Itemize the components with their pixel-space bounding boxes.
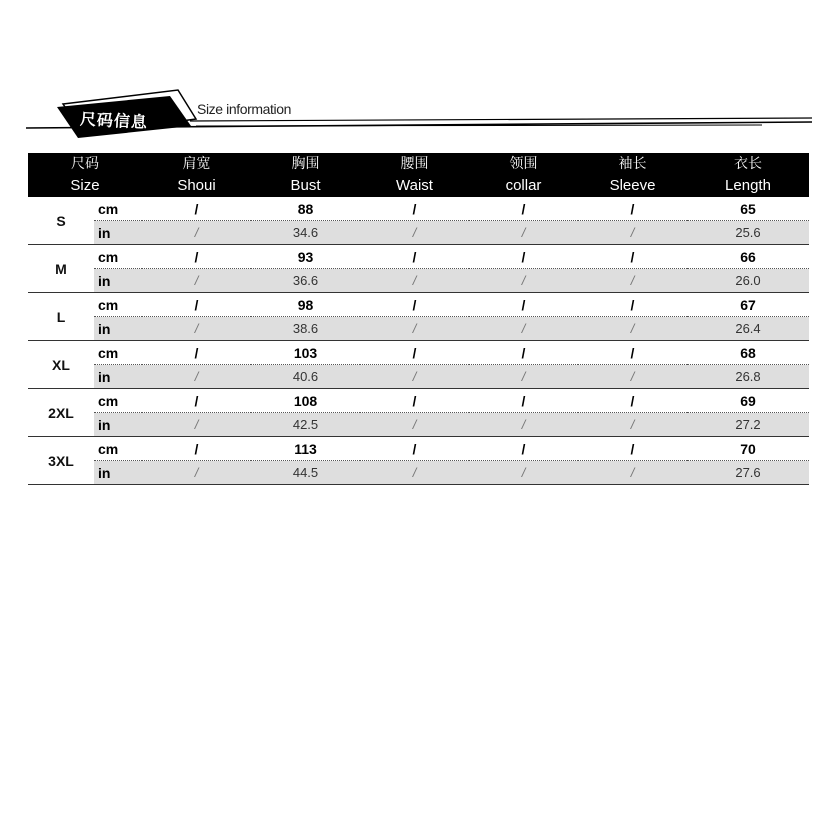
shoulder-in-value: /	[142, 413, 251, 437]
length-cm-value: 67	[687, 293, 809, 317]
header-collar-en: collar	[505, 177, 542, 194]
shoulder-cm-value: /	[142, 293, 251, 317]
waist-in-value: /	[360, 413, 469, 437]
size-label: L	[28, 293, 94, 341]
bust-in-value: 42.5	[251, 413, 360, 437]
sleeve-cm-value: /	[578, 293, 687, 317]
bust-in-value: 44.5	[251, 461, 360, 485]
waist-in-value: /	[360, 461, 469, 485]
unit-label: in	[94, 413, 142, 437]
unit-label: cm	[94, 293, 142, 317]
header-size-cn: 尺码	[71, 156, 99, 172]
waist-cm-value: /	[360, 341, 469, 365]
waist-cm-value: /	[360, 197, 469, 221]
header-shoulder-en: Shoui	[177, 177, 216, 194]
table-row-in	[28, 317, 809, 341]
table-row-cm	[28, 389, 809, 413]
length-cm-value: 66	[687, 245, 809, 269]
size-table-body	[28, 197, 809, 485]
size-label: 3XL	[28, 437, 94, 485]
bust-cm-value: 103	[251, 341, 360, 365]
collar-in-value: /	[469, 461, 578, 485]
bust-in-value: 38.6	[251, 317, 360, 341]
header-shoulder-cn: 肩宽	[182, 156, 211, 172]
bust-cm-value: 88	[251, 197, 360, 221]
unit-label: cm	[94, 197, 142, 221]
header-collar	[469, 153, 578, 197]
header-waist-en: Waist	[396, 177, 433, 194]
collar-cm-value: /	[469, 197, 578, 221]
size-label: 2XL	[28, 389, 94, 437]
size-info-banner	[0, 0, 833, 145]
bust-in-value: 34.6	[251, 221, 360, 245]
length-in-value: 26.0	[687, 269, 809, 293]
bust-cm-value: 98	[251, 293, 360, 317]
sleeve-cm-value: /	[578, 341, 687, 365]
waist-cm-value: /	[360, 293, 469, 317]
header-waist	[360, 153, 469, 197]
length-cm-value: 68	[687, 341, 809, 365]
sleeve-in-value: /	[578, 269, 687, 293]
length-in-value: 27.6	[687, 461, 809, 485]
table-row-in	[28, 221, 809, 245]
unit-label: in	[94, 461, 142, 485]
unit-label: in	[94, 269, 142, 293]
waist-in-value: /	[360, 365, 469, 389]
length-cm-value: 70	[687, 437, 809, 461]
collar-cm-value: /	[469, 293, 578, 317]
banner-title-en: Size information	[197, 101, 291, 117]
unit-label: in	[94, 317, 142, 341]
header-length	[687, 153, 809, 197]
unit-label: cm	[94, 437, 142, 461]
shoulder-in-value: /	[142, 365, 251, 389]
table-row-cm	[28, 437, 809, 461]
collar-cm-value: /	[469, 437, 578, 461]
table-row-cm	[28, 293, 809, 317]
waist-cm-value: /	[360, 389, 469, 413]
header-length-cn: 衣长	[734, 156, 762, 172]
collar-cm-value: /	[469, 341, 578, 365]
table-row-cm	[28, 341, 809, 365]
header-bust	[251, 153, 360, 197]
bust-cm-value: 93	[251, 245, 360, 269]
table-header-row	[28, 153, 809, 197]
waist-in-value: /	[360, 317, 469, 341]
shoulder-cm-value: /	[142, 389, 251, 413]
header-sleeve	[578, 153, 687, 197]
shoulder-in-value: /	[142, 269, 251, 293]
collar-cm-value: /	[469, 389, 578, 413]
length-in-value: 25.6	[687, 221, 809, 245]
header-collar-cn: 领围	[509, 156, 538, 172]
waist-cm-value: /	[360, 245, 469, 269]
header-waist-cn: 腰围	[400, 156, 429, 172]
sleeve-in-value: /	[578, 413, 687, 437]
header-bust-cn: 胸围	[291, 156, 320, 172]
bust-in-value: 36.6	[251, 269, 360, 293]
sleeve-cm-value: /	[578, 389, 687, 413]
sleeve-cm-value: /	[578, 245, 687, 269]
banner-title-cn: 尺码信息	[79, 109, 149, 132]
table-row-cm	[28, 197, 809, 221]
table-row-in	[28, 269, 809, 293]
length-in-value: 26.8	[687, 365, 809, 389]
size-label: M	[28, 245, 94, 293]
sleeve-cm-value: /	[578, 437, 687, 461]
shoulder-in-value: /	[142, 461, 251, 485]
length-in-value: 26.4	[687, 317, 809, 341]
collar-in-value: /	[469, 317, 578, 341]
collar-cm-value: /	[469, 245, 578, 269]
unit-label: in	[94, 365, 142, 389]
unit-label: cm	[94, 389, 142, 413]
sleeve-in-value: /	[578, 365, 687, 389]
shoulder-in-value: /	[142, 317, 251, 341]
shoulder-cm-value: /	[142, 197, 251, 221]
size-table	[28, 153, 809, 485]
size-label: XL	[28, 341, 94, 389]
bust-in-value: 40.6	[251, 365, 360, 389]
header-length-en: Length	[725, 177, 771, 194]
header-shoulder	[142, 153, 251, 197]
bust-cm-value: 108	[251, 389, 360, 413]
sleeve-in-value: /	[578, 317, 687, 341]
collar-in-value: /	[469, 413, 578, 437]
collar-in-value: /	[469, 365, 578, 389]
header-size-en: Size	[70, 177, 100, 194]
shoulder-in-value: /	[142, 221, 251, 245]
unit-label: cm	[94, 245, 142, 269]
header-size	[28, 153, 142, 197]
collar-in-value: /	[469, 221, 578, 245]
length-cm-value: 69	[687, 389, 809, 413]
table-row-in	[28, 461, 809, 485]
length-cm-value: 65	[687, 197, 809, 221]
table-row-in	[28, 365, 809, 389]
shoulder-cm-value: /	[142, 341, 251, 365]
collar-in-value: /	[469, 269, 578, 293]
sleeve-cm-value: /	[578, 197, 687, 221]
shoulder-cm-value: /	[142, 437, 251, 461]
waist-in-value: /	[360, 269, 469, 293]
shoulder-cm-value: /	[142, 245, 251, 269]
unit-label: in	[94, 221, 142, 245]
unit-label: cm	[94, 341, 142, 365]
bust-cm-value: 113	[251, 437, 360, 461]
table-row-in	[28, 413, 809, 437]
waist-in-value: /	[360, 221, 469, 245]
header-bust-en: Bust	[290, 177, 321, 194]
header-sleeve-cn: 袖长	[618, 156, 647, 172]
sleeve-in-value: /	[578, 221, 687, 245]
header-sleeve-en: Sleeve	[609, 177, 656, 194]
sleeve-in-value: /	[578, 461, 687, 485]
length-in-value: 27.2	[687, 413, 809, 437]
table-row-cm	[28, 245, 809, 269]
waist-cm-value: /	[360, 437, 469, 461]
size-label: S	[28, 197, 94, 245]
